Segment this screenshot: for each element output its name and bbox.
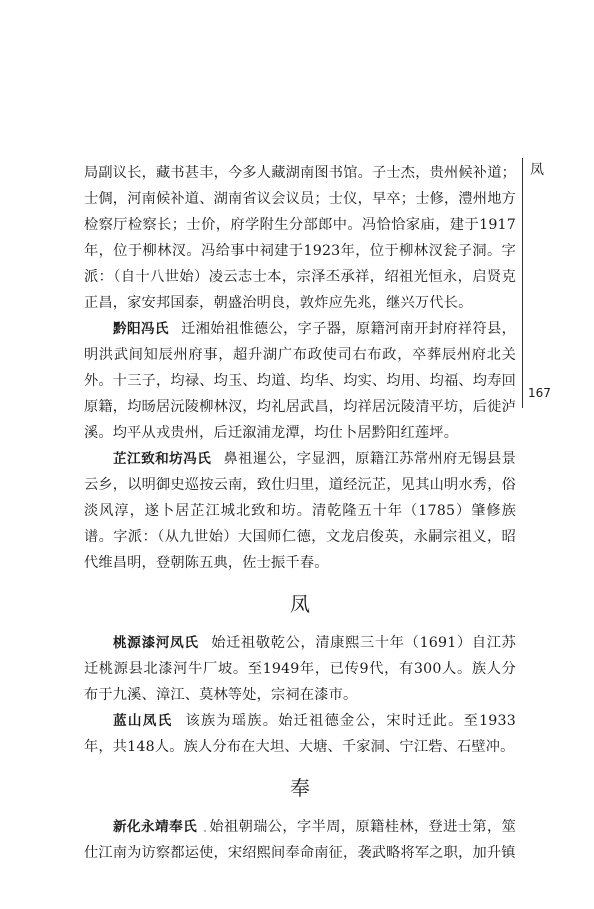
clan-name: 黔阳冯氏 (113, 321, 169, 337)
clan-name: 新化永靖奉氏 (113, 819, 198, 835)
clan-entry-lanshan-feng (84, 708, 516, 760)
paragraph-continued (84, 160, 516, 316)
clan-entry-zhijiang-feng (84, 446, 516, 576)
clan-entry-taoyuan-feng (84, 630, 516, 708)
clan-description: 始祖朝瑞公，字半周，原籍桂林，登进士第，筮仕江南为访察都运使，宋绍熙间奉命南征，袭武略将军之职，加升镇 (84, 819, 517, 861)
clan-description: 始迁祖敬乾公，清康熙三十年（1691）自江苏迁桃源县北漆河牛厂坡。至1949年，已传9代，有300人。族人分布于九溪、漳江、莫林等处，宗祠在漆市。 (84, 635, 516, 703)
print-speck (204, 830, 206, 832)
page-number: 167 (528, 386, 551, 400)
margin-rule (522, 158, 523, 408)
clan-name: 蓝山凤氏 (113, 713, 173, 729)
section-heading-feng2: 奉 (290, 776, 310, 800)
clan-description: 该族为瑶族。始迁祖德金公，宋时迁此。至1933年，共148人。族人分布在大坦、大塘、千家洞、宁江砦、石壁冲。 (84, 713, 516, 755)
main-text (84, 160, 516, 866)
running-head-surname: 凤 (530, 162, 544, 178)
clan-name: 桃源漆河凤氏 (113, 635, 199, 651)
clan-name: 芷江致和坊冯氏 (113, 451, 212, 467)
clan-entry-xinhua-feng (84, 814, 516, 866)
clan-description: 迁湘始祖惟德公，字子器，原籍河南开封府祥符县，明洪武间知辰州府事，超升湖广布政使司右布政，卒葬辰州府北关外。十三子，均禄、均玉、均道、均华、均实、均用、均福、均寿回原籍，均旸居沅陵柳林汊，均礼居武昌，均祥居沅陵清平坊，后徙泸溪。均平从戎贵州，后迁溆浦龙潭，均仕卜居黔阳红莲坪。 (84, 321, 516, 441)
clan-entry-qianyang-feng (84, 316, 516, 446)
section-heading-feng: 凤 (290, 592, 310, 616)
clan-description: 鼻祖暹公，字显泗，原籍江苏常州府无锡县景云乡，以明御史巡按云南，致仕归里，道经沅芷，见其山明水秀，俗淡风淳，遂卜居芷江城北致和坊。清乾隆五十年（1785）肇修族谱。字派：（从九世始）大国师仁德，文龙启俊英，永嗣宗祖义，昭代维昌明，登朝陈五典，佐士振千春。 (84, 451, 516, 571)
paragraph-text: 局副议长，藏书甚丰，今多人藏湖南图书馆。子士杰，贵州候补道；士倜，河南候补道、湖南省议会议员；士仪，早卒；士修，澧州地方检察厅检察长；士价，府学附生分部郎中。冯恰恰家庙，建于1917年，位于柳林汊。冯给事中祠建于1923年，位于柳林汊瓮子洞。字派：（自十八世始）凌云志士本，宗泽丕承祥，绍祖光恒永，启贤克正昌，家安邦国泰，朝盛治明良，敦炸应先兆，继兴万代长。 (84, 165, 516, 311)
